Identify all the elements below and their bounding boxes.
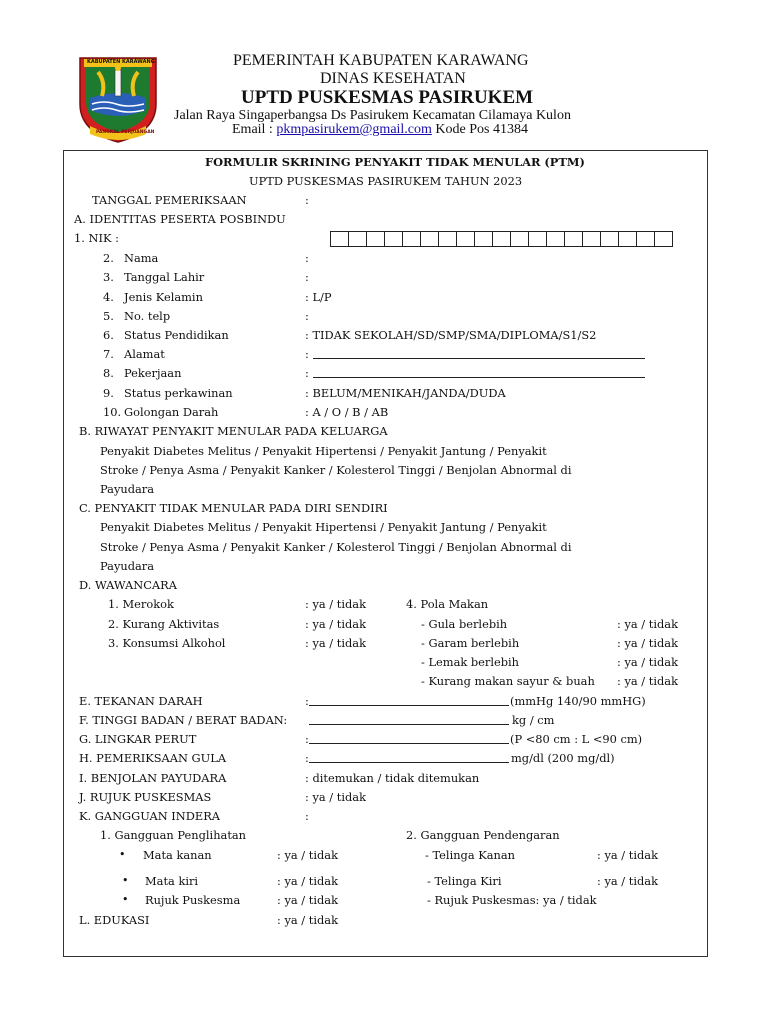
diet-value[interactable]: : ya / tidak [617,655,678,669]
nik-boxes[interactable] [330,231,673,247]
section-d-heading: D. WAWANCARA [79,578,177,592]
section-g-colon: : [305,732,309,746]
diet-value[interactable]: : ya / tidak [617,617,678,631]
section-i-heading: I. BENJOLAN PAYUDARA [79,771,227,785]
hearing-value[interactable]: : ya / tidak [597,874,658,888]
section-b-text: Stroke / Penya Asma / Penyakit Kanker / Kolesterol Tinggi / Benjolan Abnormal di [100,463,572,477]
bullet-icon: • [122,893,129,906]
identity-label: Pekerjaan [124,366,182,380]
vision-title: 1. Gangguan Penglihatan [100,828,247,842]
section-l-heading: L. EDUKASI [79,913,150,927]
section-f-heading: F. TINGGI BADAN / BERAT BADAN: [79,713,288,727]
section-e-colon: : [305,694,309,708]
logo-motto-text: PANGKAL PERJUANGAN [96,130,155,135]
bullet-icon: • [122,874,129,887]
identity-value: : [305,347,309,361]
section-c-text: Penyakit Diabetes Melitus / Penyakit Hipertensi / Penyakit Jantung / Penyakit [100,520,547,534]
interview-value[interactable]: : ya / tidak [305,617,366,631]
section-g-heading: G. LINGKAR PERUT [79,732,197,746]
exam-date-label: TANGGAL PEMERIKSAAN [92,193,247,207]
section-h-heading: H. PEMERIKSAAN GULA [79,751,227,765]
section-i-value[interactable]: : ditemukan / tidak ditemukan [305,771,480,785]
section-j-heading: J. RUJUK PUSKESMAS [79,790,212,804]
letterhead-contact [232,122,528,138]
identity-no: 10. [103,405,122,419]
letterhead-unit: UPTD PUSKESMAS PASIRUKEM [241,87,534,108]
hearing-label: - Telinga Kiri [427,874,502,888]
identity-label: Alamat [124,347,165,361]
identity-label: Nama [124,251,159,265]
identity-no: 5. [103,309,114,323]
blood-sugar-line[interactable] [309,762,509,763]
regency-logo [76,52,160,144]
height-weight-line[interactable] [309,724,509,725]
identity-no: 9. [103,386,114,400]
identity-value: : [305,309,309,323]
address-line[interactable] [313,358,645,359]
hearing-title: 2. Gangguan Pendengaran [406,828,560,842]
identity-no: 6. [103,328,114,342]
interview-value[interactable]: : ya / tidak [305,597,366,611]
email-label: Email : [232,122,273,137]
interview-label: 1. Merokok [108,597,174,611]
form-title: FORMULIR SKRINING PENYAKIT TIDAK MENULAR (PTM) [205,155,585,169]
section-j-value[interactable]: : ya / tidak [305,790,366,804]
diet-value[interactable]: : ya / tidak [617,674,678,688]
blood-sugar-unit: mg/dl (200 mg/dl) [511,751,615,765]
identity-label: Tanggal Lahir [124,270,205,284]
vision-value[interactable]: : ya / tidak [277,893,338,907]
letterhead-government: PEMERINTAH KABUPATEN KARAWANG [233,52,529,69]
section-l-value[interactable]: : ya / tidak [277,913,338,927]
diet-label: - Garam berlebih [421,636,520,650]
identity-value: : A / O / B / AB [305,405,389,419]
section-b-heading: B. RIWAYAT PENYAKIT MENULAR PADA KELUARGA [79,424,388,438]
identity-no: 3. [103,270,114,284]
waist-line[interactable] [309,743,509,744]
interview-label: 2. Kurang Aktivitas [108,617,220,631]
email-link[interactable]: pkmpasirukem@gmail.com [276,122,432,137]
section-k-colon: : [305,809,309,823]
interview-value[interactable]: : ya / tidak [305,636,366,650]
identity-value: : [305,366,309,380]
vision-label: Mata kanan [143,848,212,862]
hearing-value[interactable]: : ya / tidak [597,848,658,862]
diet-label: - Gula berlebih [421,617,508,631]
identity-no: 2. [103,251,114,265]
identity-label: Status perkawinan [124,386,233,400]
section-k-heading: K. GANGGUAN INDERA [79,809,221,823]
identity-label: Golongan Darah [124,405,219,419]
section-c-heading: C. PENYAKIT TIDAK MENULAR PADA DIRI SENDIRI [79,501,388,515]
bullet-icon: • [119,848,126,861]
exam-date-colon: : [305,193,309,207]
identity-value: : BELUM/MENIKAH/JANDA/DUDA [305,386,506,400]
logo-title-text: KABUPATEN KARAWANG [87,59,155,65]
identity-label: Status Pendidikan [124,328,229,342]
identity-value: : L/P [305,290,332,304]
vision-label: Rujuk Puskesma [145,893,241,907]
interview-label: 3. Konsumsi Alkohol [108,636,226,650]
section-e-heading: E. TEKANAN DARAH [79,694,203,708]
section-c-text: Payudara [100,559,155,573]
occupation-line[interactable] [313,377,645,378]
blood-pressure-line[interactable] [309,705,509,706]
vision-value[interactable]: : ya / tidak [277,874,338,888]
diet-label: - Kurang makan sayur & buah [421,674,595,688]
vision-value[interactable]: : ya / tidak [277,848,338,862]
form-subtitle: UPTD PUSKESMAS PASIRUKEM TAHUN 2023 [249,174,523,188]
nik-label: 1. NIK : [74,231,119,245]
letterhead-address: Jalan Raya Singaperbangsa Ds Pasirukem Kecamatan Cilamaya Kulon [174,108,571,123]
identity-label: No. telp [124,309,171,323]
section-c-text: Stroke / Penya Asma / Penyakit Kanker / Kolesterol Tinggi / Benjolan Abnormal di [100,540,572,554]
identity-no: 7. [103,347,114,361]
identity-no: 4. [103,290,114,304]
section-h-colon: : [305,751,309,765]
diet-label: - Lemak berlebih [421,655,520,669]
identity-value: : TIDAK SEKOLAH/SD/SMP/SMA/DIPLOMA/S1/S2 [305,328,597,342]
waist-unit: (P <80 cm : L <90 cm) [510,732,643,746]
hearing-label[interactable]: - Rujuk Puskesmas: ya / tidak [427,893,597,907]
height-weight-unit: kg / cm [512,713,555,727]
section-b-text: Penyakit Diabetes Melitus / Penyakit Hipertensi / Penyakit Jantung / Penyakit [100,444,547,458]
section-a-heading: A. IDENTITAS PESERTA POSBINDU [74,212,286,226]
hearing-label: - Telinga Kanan [425,848,516,862]
letterhead-department: DINAS KESEHATAN [320,70,466,87]
identity-label: Jenis Kelamin [124,290,203,304]
diet-pattern-title: 4. Pola Makan [406,597,489,611]
vision-label: Mata kiri [145,874,199,888]
identity-value: : [305,251,309,265]
identity-no: 8. [103,366,114,380]
section-b-text: Payudara [100,482,155,496]
postal-code: Kode Pos 41384 [435,122,528,137]
diet-value[interactable]: : ya / tidak [617,636,678,650]
blood-pressure-unit: (mmHg 140/90 mmHG) [510,694,646,708]
identity-value: : [305,270,309,284]
